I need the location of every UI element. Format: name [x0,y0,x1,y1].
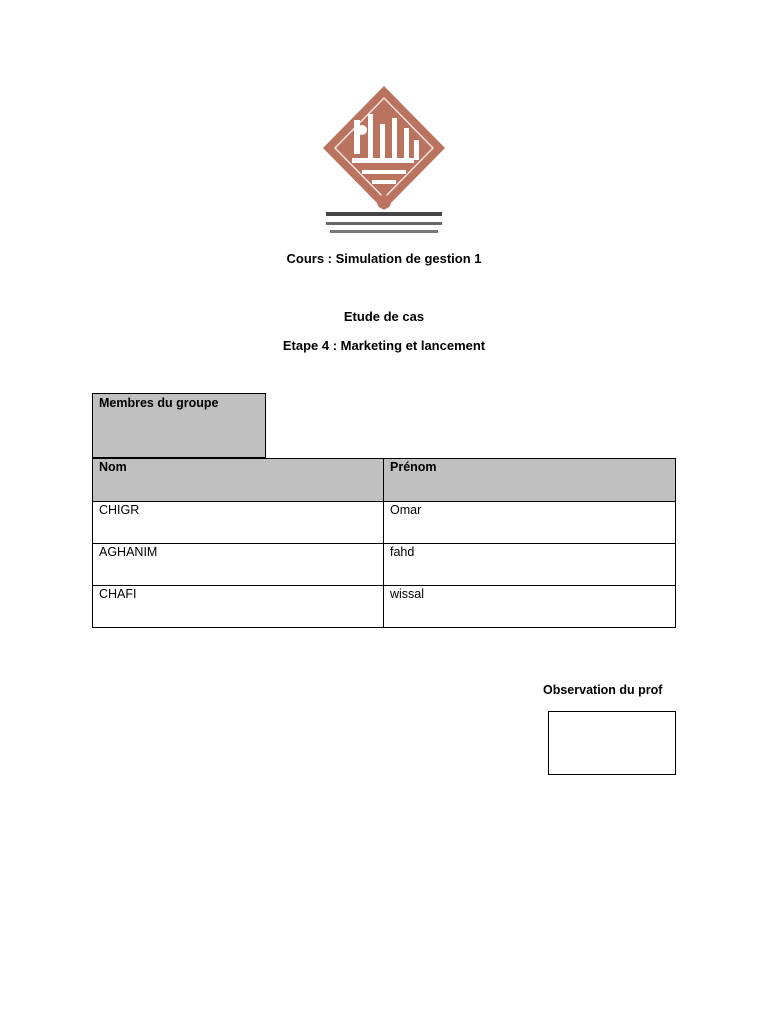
institution-logo [318,84,450,244]
group-members-label: Membres du groupe [99,396,219,410]
group-members-label-box [92,393,266,458]
table-row [93,502,676,544]
column-header-prenom: Prénom [384,459,676,502]
cell-prenom: fahd [384,544,676,586]
table-header-row [93,459,676,502]
table-row [93,586,676,628]
cell-nom: CHAFI [93,586,384,628]
cell-nom: CHIGR [93,502,384,544]
step-title: Etape 4 : Marketing et lancement [282,338,486,353]
cell-prenom: Omar [384,502,676,544]
observation-box[interactable] [548,711,676,775]
table-row [93,544,676,586]
observation-label: Observation du prof [543,683,663,697]
cell-prenom: wissal [384,586,676,628]
emblem-icon [318,84,450,244]
course-title: Cours : Simulation de gestion 1 [286,251,482,266]
members-table [92,458,676,628]
column-header-nom: Nom [93,459,384,502]
case-study-title: Etude de cas [343,309,425,324]
cell-nom: AGHANIM [93,544,384,586]
